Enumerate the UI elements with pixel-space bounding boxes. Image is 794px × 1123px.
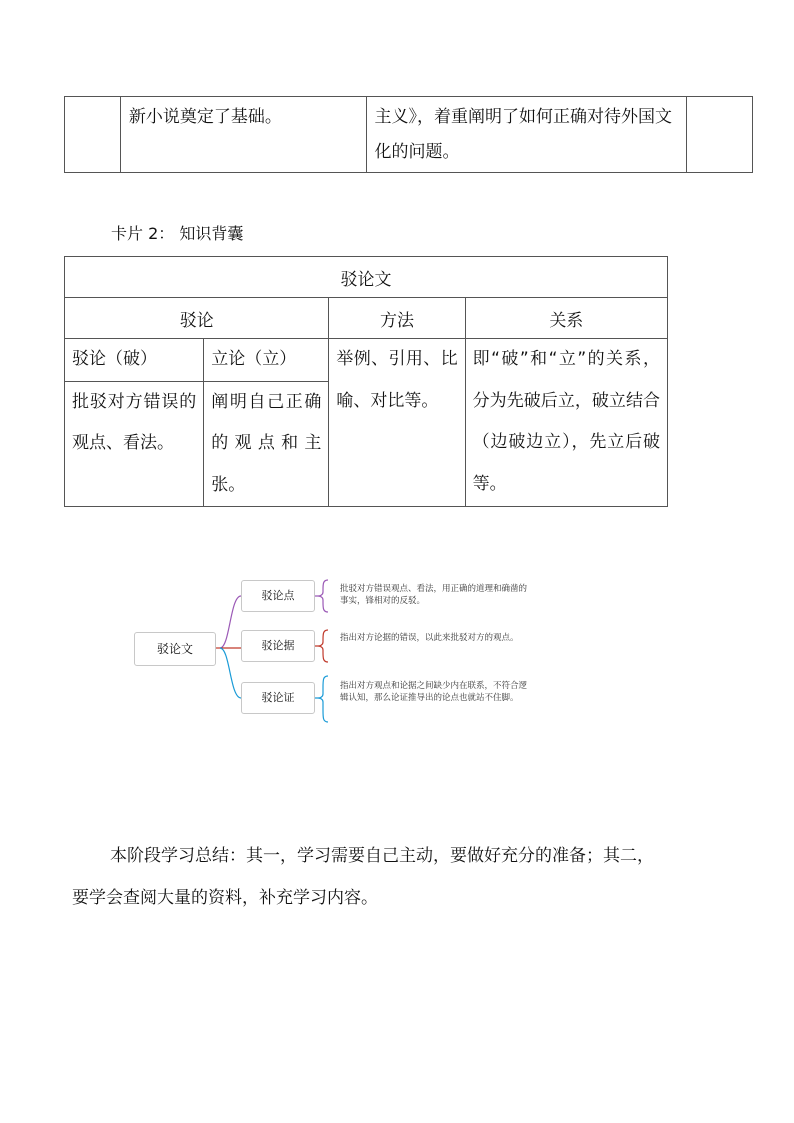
col-header-bolun: 驳论 xyxy=(65,298,329,339)
brace-1 xyxy=(313,580,328,612)
mind-root: 驳论文 xyxy=(134,632,216,666)
summary-line-2: 要学会查阅大量的资料，补充学习内容。 xyxy=(72,888,378,908)
sub-header-po-text: 驳论（破） xyxy=(72,349,157,369)
brace-3 xyxy=(313,676,328,722)
mind-map xyxy=(120,570,540,740)
li-cell xyxy=(204,381,329,507)
connector-1 xyxy=(220,596,241,648)
sub-header-li-text: 立论（立） xyxy=(211,349,297,369)
cell-text: 主义》，着重阐明了如何正确对待外国文化的问题。 xyxy=(374,107,673,162)
table-header-main: 驳论文 xyxy=(65,257,668,298)
mind-leaf-3: 指出对方观点和论据之间缺少内在联系，不符合逻辑认知，那么论证推导出的论点也就站不住脚。 xyxy=(340,681,528,703)
card-title: 卡片 2： 知识背囊 xyxy=(111,224,244,243)
connector-3 xyxy=(220,648,241,698)
po-cell xyxy=(65,381,204,507)
method-text: 举例、引用、比喻、对比等。 xyxy=(336,349,458,411)
sub-header-po xyxy=(65,339,204,382)
relation-text: 即“破”和“立”的关系，分为先破后立，破立结合（边破边立），先立后破等。 xyxy=(472,349,660,494)
col-header-method: 方法 xyxy=(329,298,465,339)
brace-2 xyxy=(313,630,328,662)
table-cell-empty xyxy=(65,97,121,173)
continuation-table xyxy=(64,96,753,173)
relation-cell xyxy=(465,339,667,507)
sub-header-li xyxy=(204,339,329,382)
table-cell xyxy=(120,97,366,173)
knowledge-table xyxy=(64,256,668,507)
table-cell xyxy=(366,97,687,173)
mind-leaf-1: 批驳对方错误观点、看法，用正确的道理和确凿的事实，锋相对的反驳。 xyxy=(340,584,528,606)
po-text: 批驳对方错误的观点、看法。 xyxy=(72,391,197,453)
summary-line-1: 本阶段学习总结：其一，学习需要自己主动，要做好充分的准备；其二， xyxy=(110,846,654,866)
method-cell xyxy=(329,339,465,507)
mind-leaf-2: 指出对方论据的错误，以此来批驳对方的观点。 xyxy=(340,633,519,643)
cell-text: 新小说奠定了基础。 xyxy=(128,107,282,127)
mind-node-lundian: 驳论点 xyxy=(241,580,315,612)
table-cell-empty xyxy=(687,97,753,173)
col-header-relation: 关系 xyxy=(465,298,667,339)
mind-node-lunju: 驳论据 xyxy=(241,630,315,662)
li-text: 阐明自己正确的观点和主张。 xyxy=(211,391,322,495)
mind-node-lunzheng: 驳论证 xyxy=(241,682,315,714)
